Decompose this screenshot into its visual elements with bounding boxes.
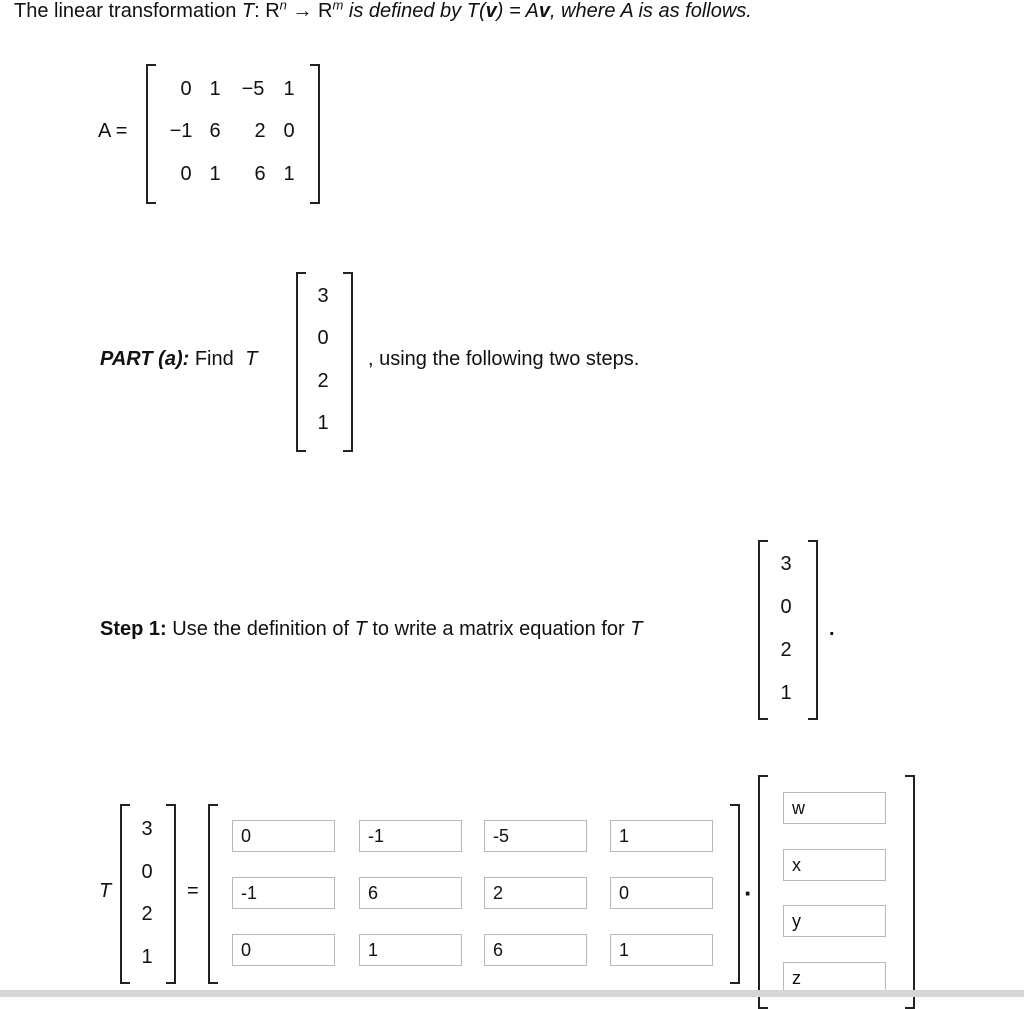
a-cell: 0 — [180, 78, 192, 100]
a-cell: 6 — [254, 163, 266, 185]
eq-matrix-left-bracket — [208, 804, 218, 984]
matrix-input-r1c4[interactable] — [610, 820, 713, 852]
step1-line — [100, 618, 642, 641]
eq-vector-left-bracket — [120, 804, 130, 984]
matrix-input-r1c3[interactable] — [484, 820, 587, 852]
part-a-vector-left-bracket — [296, 272, 306, 452]
intro-eq: ) = A — [496, 0, 539, 22]
part-a-T: T — [245, 348, 258, 370]
intro-where: , where A is as follows. — [549, 0, 752, 22]
matrix-input-r3c2[interactable] — [359, 934, 462, 966]
step1-label: Step 1: — [100, 618, 167, 640]
a-cell: 0 — [180, 163, 192, 185]
a-cell: 0 — [283, 120, 295, 142]
matrix-a-right-bracket — [310, 64, 320, 204]
intro-sup-n: n — [279, 0, 287, 13]
matrix-input-r1c2[interactable] — [359, 820, 462, 852]
vector-entry: 2 — [141, 903, 153, 925]
vector-entry: 1 — [141, 946, 153, 968]
vector-input-y[interactable] — [783, 905, 886, 937]
matrix-input-r2c1[interactable] — [232, 877, 335, 909]
vector-entry: 0 — [317, 327, 329, 349]
a-cell: 1 — [283, 78, 295, 100]
step1-vector-left-bracket — [758, 540, 768, 720]
vector-entry: 0 — [780, 596, 792, 618]
intro-domain: : R — [254, 0, 280, 22]
intro-Tv: T( — [466, 0, 486, 22]
eq-unknowns-right-bracket — [905, 775, 915, 1009]
matrix-a-left-bracket — [146, 64, 156, 204]
intro-arrow: → R — [286, 0, 333, 22]
eq-T: T — [99, 880, 112, 902]
vector-entry: 1 — [317, 412, 329, 434]
step1-period: . — [829, 618, 835, 640]
step1-T: T — [354, 618, 367, 640]
part-a-vector-right-bracket — [343, 272, 353, 452]
a-cell: −5 — [241, 78, 265, 100]
vector-entry: 1 — [780, 682, 792, 704]
intro-text: The linear transformation — [14, 0, 242, 22]
eq-matrix-right-bracket — [730, 804, 740, 984]
intro-line — [14, 0, 752, 23]
matrix-input-r3c1[interactable] — [232, 934, 335, 966]
matrix-a-label: A = — [98, 120, 128, 142]
vector-entry: 2 — [780, 639, 792, 661]
eq-dot: · — [744, 878, 753, 908]
part-a-line — [100, 348, 258, 371]
matrix-input-r1c1[interactable] — [232, 820, 335, 852]
a-cell: 1 — [209, 78, 221, 100]
vector-input-w[interactable] — [783, 792, 886, 824]
bottom-scroll-edge — [0, 990, 1024, 997]
step1-text-pre: Use the definition of — [172, 618, 355, 640]
vector-entry: 2 — [317, 370, 329, 392]
eq-equals: = — [187, 880, 199, 902]
step1-vector-right-bracket — [808, 540, 818, 720]
intro-T: T — [241, 0, 255, 22]
vector-input-x[interactable] — [783, 849, 886, 881]
intro-v2: v — [538, 0, 550, 22]
a-cell: 1 — [283, 163, 295, 185]
a-cell: −1 — [169, 120, 193, 142]
eq-vector-right-bracket — [166, 804, 176, 984]
part-a-find: Find — [194, 348, 234, 370]
matrix-input-r3c4[interactable] — [610, 934, 713, 966]
vector-entry: 3 — [780, 553, 792, 575]
vector-entry: 3 — [317, 285, 329, 307]
intro-defined: is defined by — [343, 0, 467, 22]
step1-text-post: to write a matrix equation for — [366, 618, 631, 640]
matrix-input-r2c4[interactable] — [610, 877, 713, 909]
eq-unknowns-left-bracket — [758, 775, 768, 1009]
vector-entry: 0 — [141, 861, 153, 883]
part-a-tail: , using the following two steps. — [368, 348, 640, 370]
intro-v: v — [485, 0, 497, 22]
vector-entry: 3 — [141, 818, 153, 840]
matrix-input-r2c3[interactable] — [484, 877, 587, 909]
part-a-label: PART (a): — [100, 348, 190, 370]
intro-sup-m: m — [332, 0, 344, 13]
a-cell: 2 — [254, 120, 266, 142]
step1-T2: T — [630, 618, 643, 640]
a-cell: 1 — [209, 163, 221, 185]
matrix-input-r2c2[interactable] — [359, 877, 462, 909]
matrix-input-r3c3[interactable] — [484, 934, 587, 966]
a-cell: 6 — [209, 120, 221, 142]
